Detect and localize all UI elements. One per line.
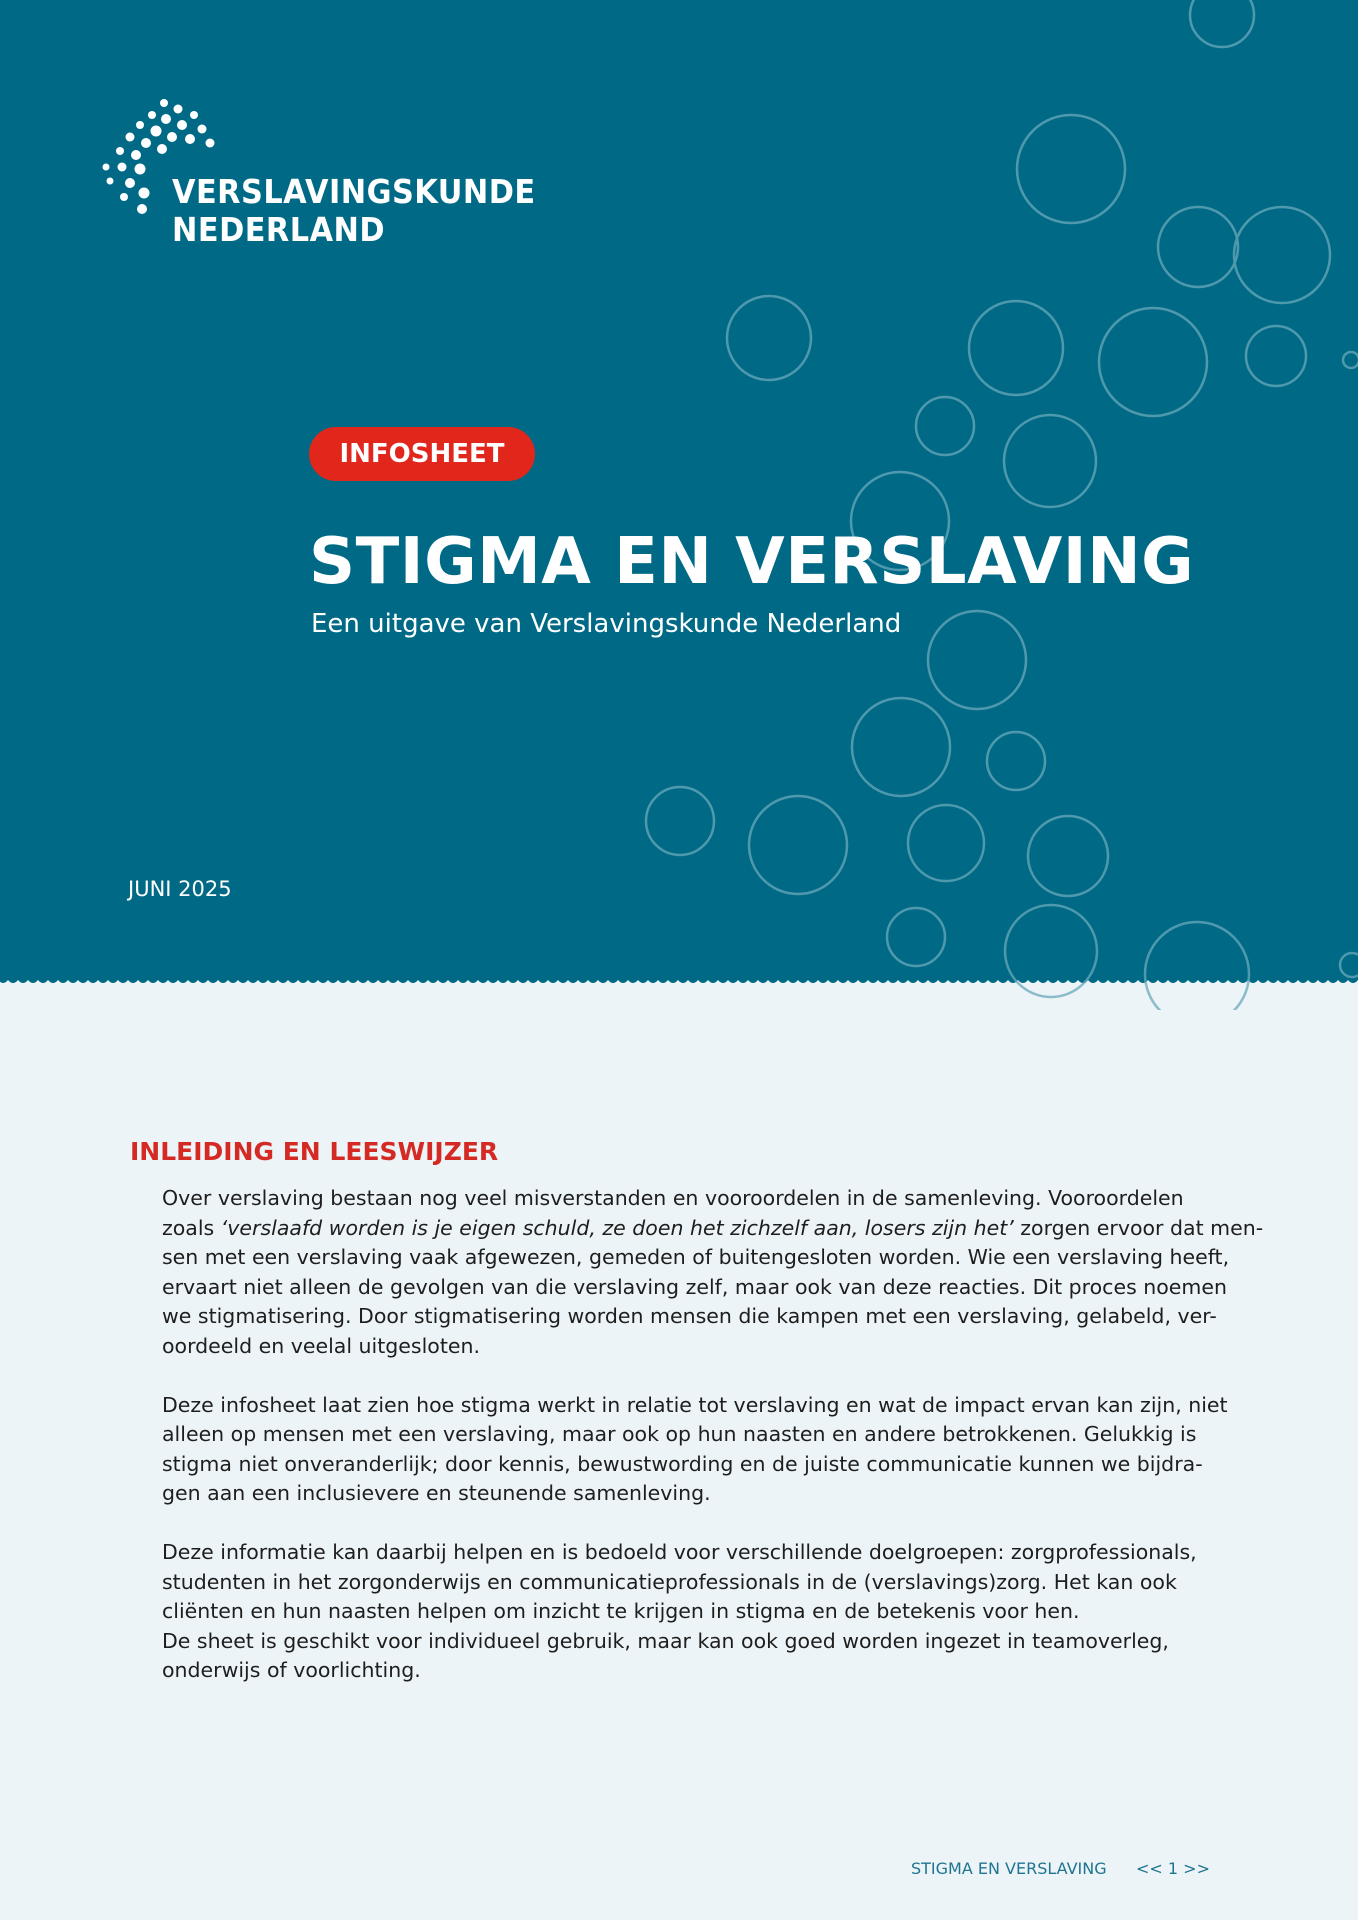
quoted-prejudices: ‘verslaafd worden is je eigen schuld, ze doen het zichzelf aan, losers zijn het’ — [220, 1215, 1014, 1240]
publication-date: JUNI 2025 — [128, 877, 232, 901]
text-line: Over verslaving bestaan nog veel misverstanden en vooroordelen in de samenleving. Vooroordelen — [162, 1186, 1184, 1210]
text-segment: zoals — [162, 1215, 221, 1240]
footer-title: STIGMA EN VERSLAVING — [911, 1859, 1107, 1878]
logo — [100, 95, 536, 255]
page-title: STIGMA EN VERSLAVING — [309, 525, 1195, 599]
text-line: cliënten en hun naasten helpen om inzicht te krijgen in stigma en de betekenis voor hen. — [162, 1599, 1080, 1623]
text-line: Deze infosheet laat zien hoe stigma werkt in relatie tot verslaving en wat de impact ervan kan zijn, niet — [162, 1392, 1228, 1417]
text-line: oordeeld en veelal uitgesloten. — [162, 1333, 480, 1358]
section-body — [162, 1184, 1264, 1715]
text-line — [162, 1214, 1264, 1244]
logo-wordmark — [172, 173, 536, 249]
paragraph-2 — [162, 1391, 1228, 1509]
paragraph-1 — [162, 1184, 1264, 1361]
text-line: studenten in het zorgonderwijs en communicatieprofessionals in de (verslavings)zorg. Het kan ook — [162, 1569, 1177, 1594]
text-line: alleen op mensen met een verslaving, maar ook op hun naasten en andere betrokkenen. Gelukkig is — [162, 1422, 1197, 1446]
text-line: onderwijs of voorlichting. — [162, 1658, 421, 1682]
wavy-edge — [0, 974, 1358, 990]
text-line: stigma niet onveranderlijk; door kennis, bewustwording en de juiste communicatie kunnen we bijdra- — [162, 1451, 1203, 1476]
infosheet-badge: INFOSHEET — [309, 427, 535, 481]
text-line: gen aan een inclusievere en steunende samenleving. — [162, 1481, 711, 1505]
text-line: Deze informatie kan daarbij helpen en is bedoeld voor verschillende doelgroepen: zorgprofessionals, — [162, 1540, 1197, 1564]
paragraph-3 — [162, 1538, 1202, 1686]
text-segment: zorgen ervoor dat men- — [1013, 1215, 1264, 1240]
logo-line-2: NEDERLAND — [172, 210, 386, 249]
text-line: sen met een verslaving vaak afgewezen, gemeden of buitengesloten worden. Wie een verslaving heeft, — [162, 1245, 1230, 1269]
text-line: we stigmatisering. Door stigmatisering worden mensen die kampen met een verslaving, gelabeld, ver- — [162, 1304, 1217, 1328]
text-line: De sheet is geschikt voor individueel gebruik, maar kan ook goed worden ingezet in teamoverleg, — [162, 1628, 1169, 1653]
page-navigation[interactable]: << 1 >> — [1136, 1859, 1210, 1878]
logo-line-1: VERSLAVINGSKUNDE — [172, 172, 536, 211]
page-subtitle: Een uitgave van Verslavingskunde Nederland — [311, 609, 902, 639]
text-line: ervaart niet alleen de gevolgen van die verslaving zelf, maar ook van deze reacties. Dit proces noemen — [162, 1274, 1227, 1299]
section-heading: INLEIDING EN LEESWIJZER — [130, 1137, 499, 1166]
